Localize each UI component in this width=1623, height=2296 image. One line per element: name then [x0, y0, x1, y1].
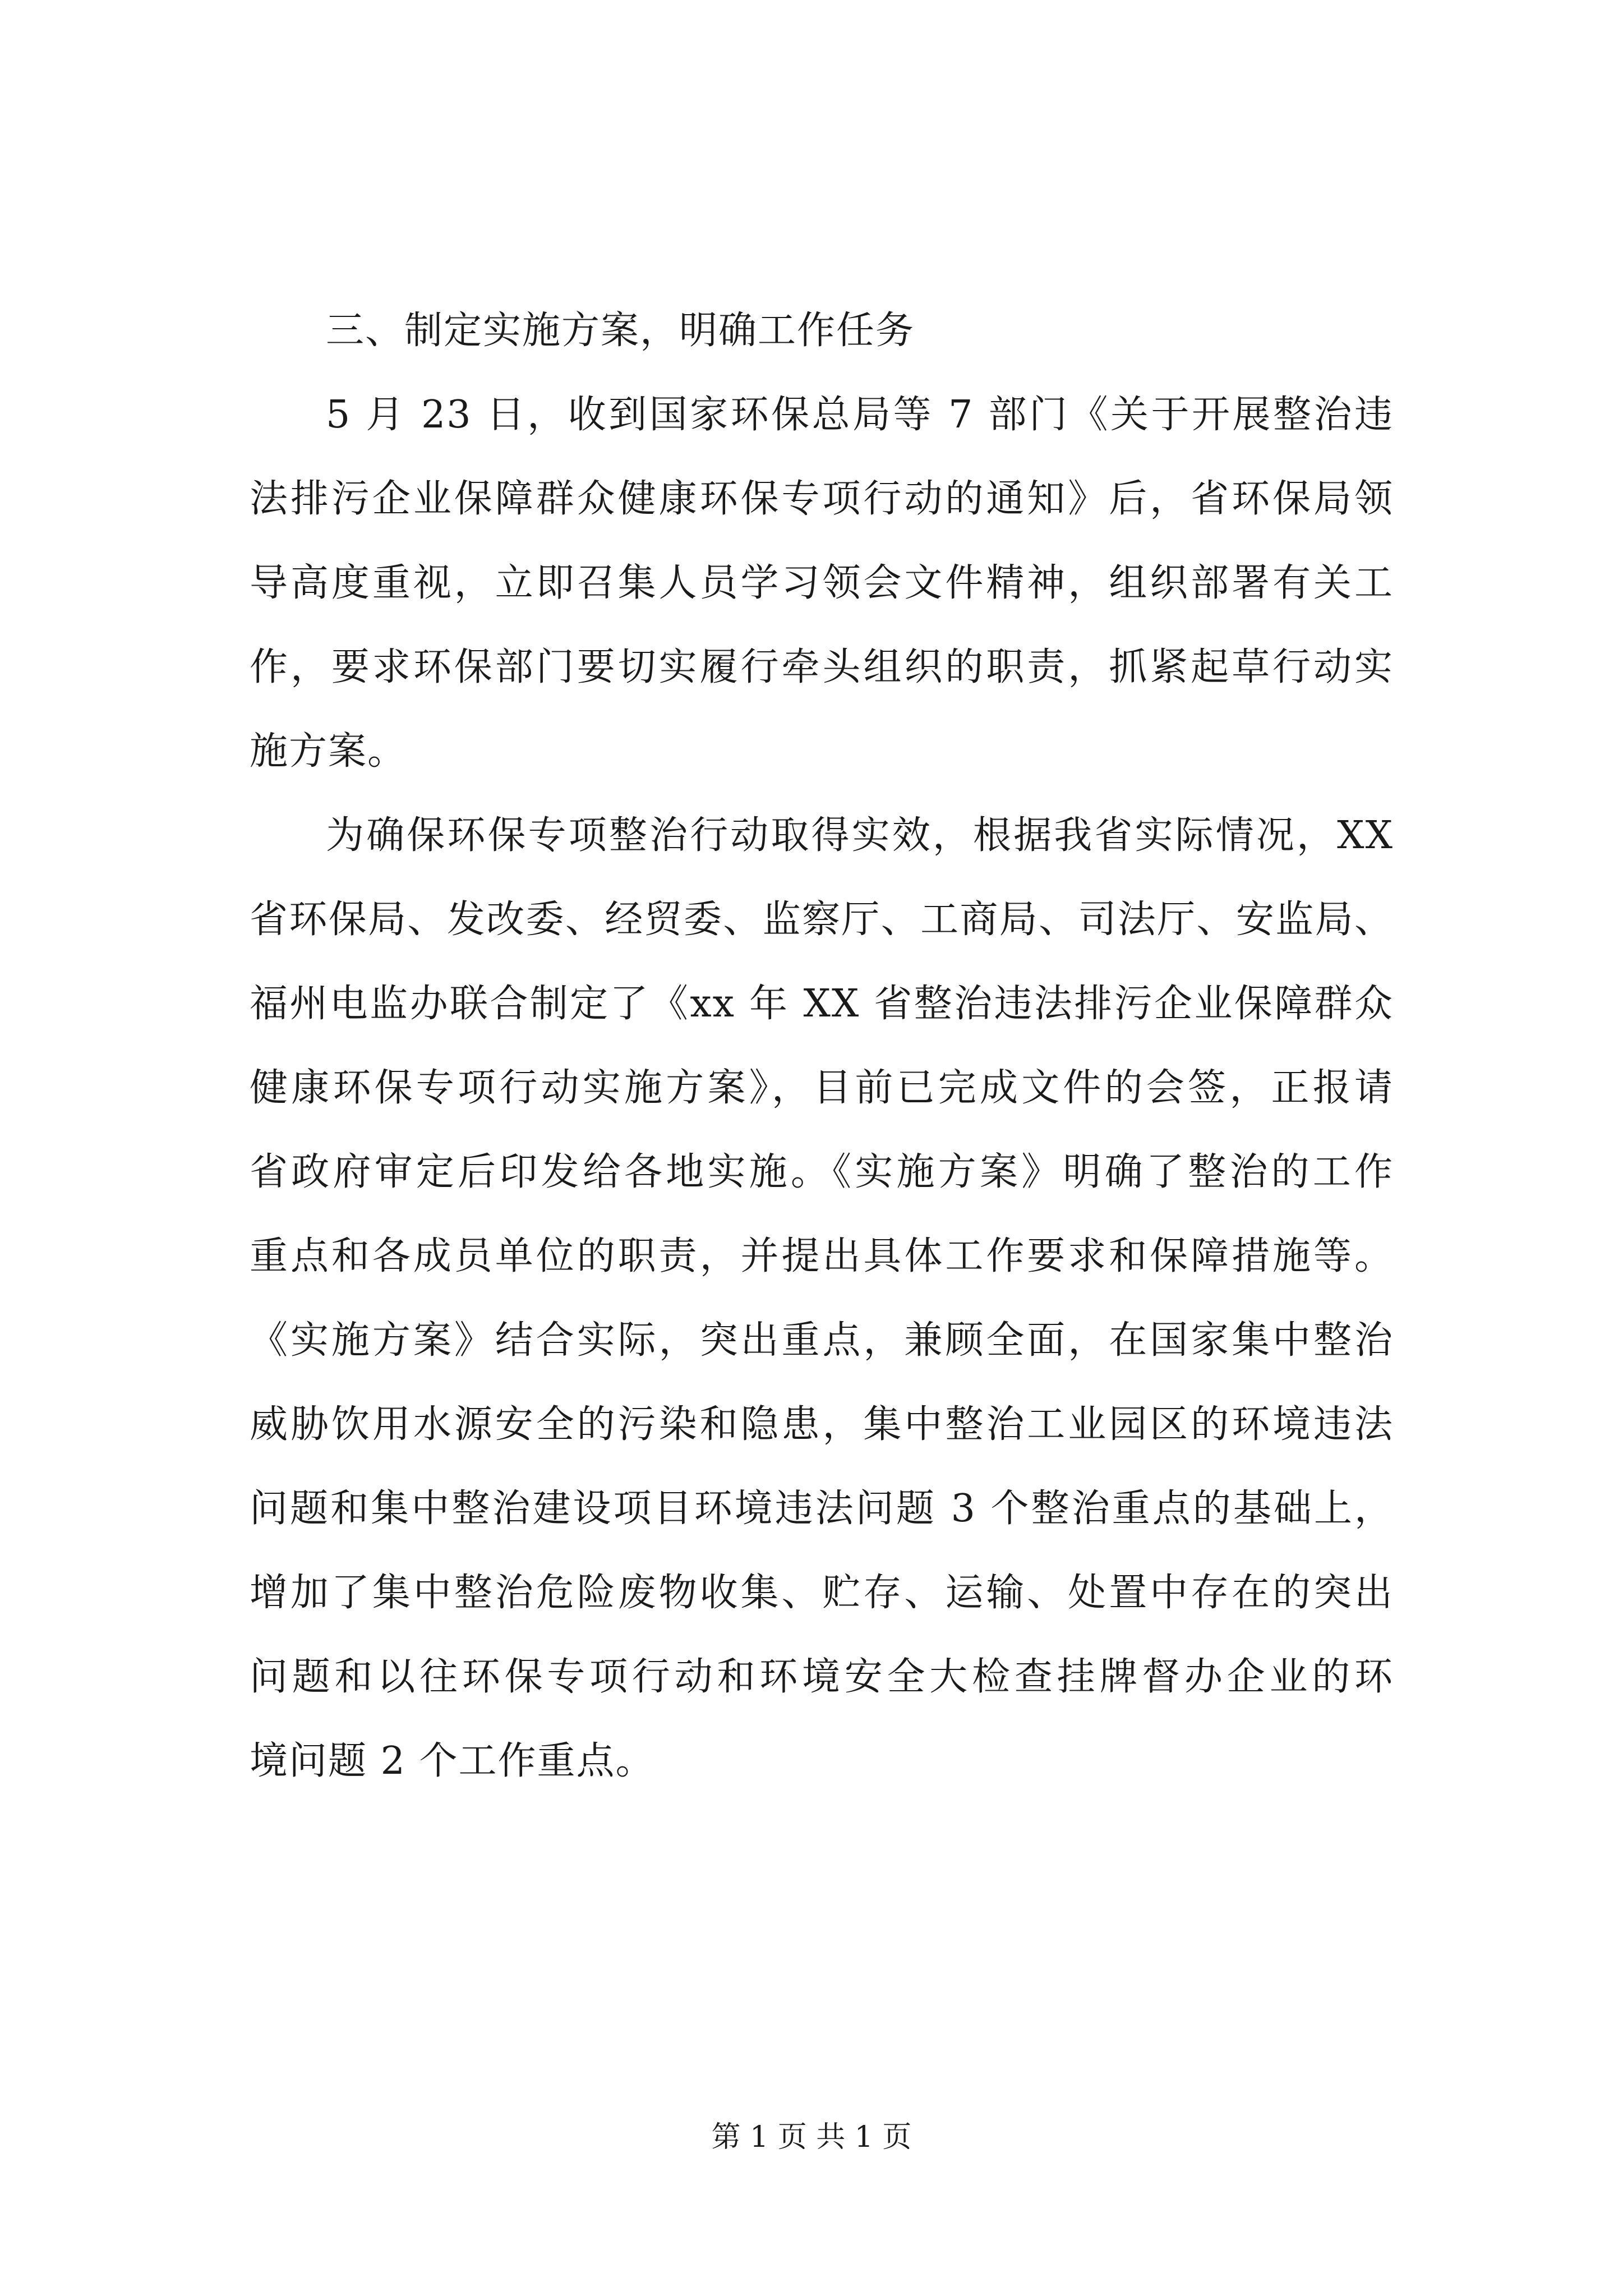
paragraph-1	[250, 373, 1394, 794]
section-heading: 三、制定实施方案，明确工作任务	[326, 309, 915, 353]
document-body	[250, 289, 1394, 1803]
paragraph-line: 法排污企业保障群众健康环保专项行动的通知》后，省环保局领	[250, 477, 1394, 521]
paragraph-line: 施方案。	[250, 729, 407, 774]
paragraph-line: 作，要求环保部门要切实履行牵头组织的职责，抓紧起草行动实	[250, 645, 1394, 689]
paragraph-line: 境问题 2 个工作重点。	[250, 1739, 655, 1783]
paragraph-line: 健康环保专项行动实施方案》，目前已完成文件的会签，正报请	[250, 1066, 1394, 1110]
paragraph-line: 省政府审定后印发给各地实施。《实施方案》明确了整治的工作	[250, 1150, 1394, 1194]
paragraph-line: 威胁饮用水源安全的污染和隐患，集中整治工业园区的环境违法	[250, 1402, 1394, 1447]
paragraph-line: 增加了集中整治危险废物收集、贮存、运输、处置中存在的突出	[250, 1571, 1394, 1615]
paragraph-2	[250, 794, 1394, 1803]
paragraph-line: 问题和集中整治建设项目环境违法问题 3 个整治重点的基础上，	[250, 1487, 1394, 1531]
paragraph-line: 为确保环保专项整治行动取得实效，根据我省实际情况，XX	[326, 813, 1394, 858]
paragraph-line: 导高度重视，立即召集人员学习领会文件精神，组织部署有关工	[250, 561, 1394, 605]
paragraph-line: 福州电监办联合制定了《xx 年 XX 省整治违法排污企业保障群众	[250, 982, 1394, 1026]
page-footer: 第 1 页 共 1 页	[711, 2120, 912, 2154]
paragraph-line: 问题和以往环保专项行动和环境安全大检查挂牌督办企业的环	[250, 1655, 1394, 1699]
paragraph-line: 5 月 23 日，收到国家环保总局等 7 部门《关于开展整治违	[326, 393, 1394, 437]
paragraph-line: 省环保局、发改委、经贸委、监察厅、工商局、司法厅、安监局、	[250, 898, 1394, 942]
paragraph-line: 重点和各成员单位的职责，并提出具体工作要求和保障措施等。	[250, 1234, 1394, 1278]
paragraph-line: 《实施方案》结合实际，突出重点，兼顾全面，在国家集中整治	[250, 1318, 1394, 1363]
